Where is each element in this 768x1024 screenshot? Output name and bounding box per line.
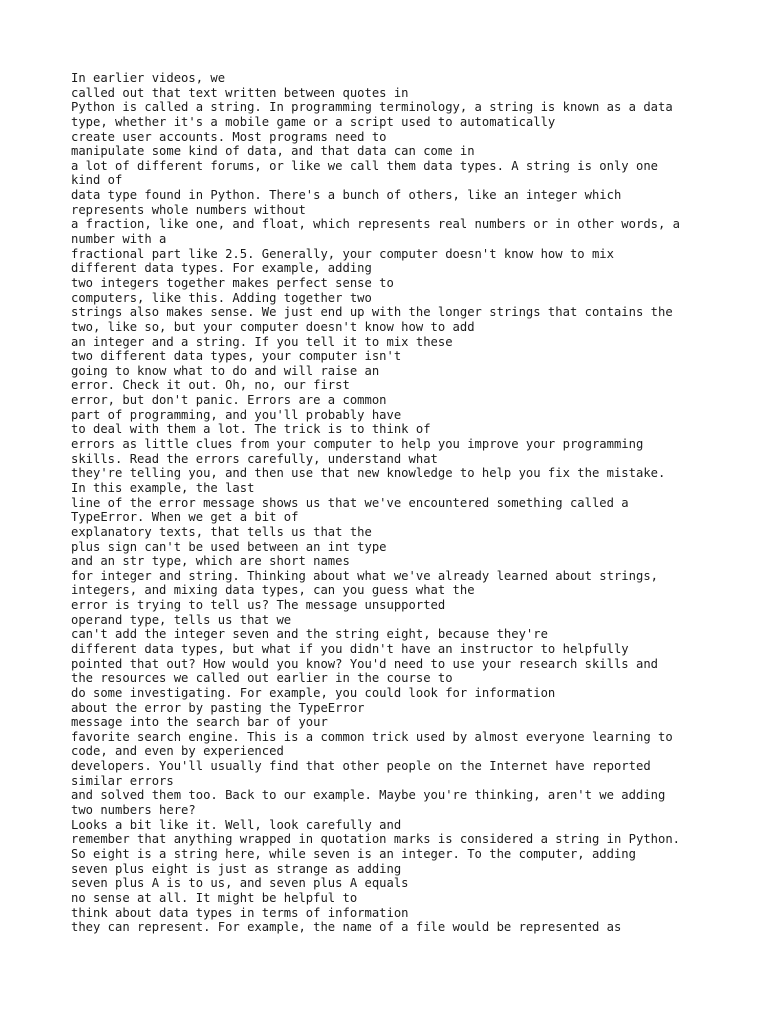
text-line: error, but don't panic. Errors are a common [71,393,387,408]
text-line: they can represent. For example, the name of a file would be represented as [71,920,622,935]
text-line: and an str type, which are short names [71,554,350,569]
text-line: two integers together makes perfect sense to [71,275,394,290]
text-line: to deal with them a lot. The trick is to think of [71,422,431,437]
text-line: kind of [71,173,123,188]
text-line: part of programming, and you'll probably have [71,407,402,422]
text-line: two, like so, but your computer doesn't know how to add [71,319,475,334]
text-line: different data types. For example, adding [71,261,372,276]
text-line: seven plus eight is just as strange as adding [71,861,402,876]
text-line: an integer and a string. If you tell it to mix these [71,334,453,349]
text-line: seven plus A is to us, and seven plus A equals [71,876,409,891]
text-line: for integer and string. Thinking about what we've already learned about strings, [71,568,658,583]
text-line: favorite search engine. This is a common trick used by almost everyone learning to [71,729,673,744]
text-line: a lot of different forums, or like we call them data types. A string is only one [71,158,658,173]
text-line: error. Check it out. Oh, no, our first [71,378,350,393]
text-line: no sense at all. It might be helpful to [71,890,358,905]
text-line: two numbers here? [71,803,196,818]
document-body [71,71,761,935]
text-line: number with a [71,232,167,247]
text-line: two different data types, your computer isn't [71,349,402,364]
text-line: So eight is a string here, while seven is an integer. To the computer, adding [71,846,636,861]
text-line: about the error by pasting the TypeError [71,700,365,715]
text-line: fractional part like 2.5. Generally, your computer doesn't know how to mix [71,246,614,261]
text-line: a fraction, like one, and float, which represents real numbers or in other words, a [71,217,681,232]
text-line: different data types, but what if you didn't have an instructor to helpfully [71,641,629,656]
text-line: remember that anything wrapped in quotation marks is considered a string in Python. [71,832,681,847]
text-line: called out that text written between quotes in [71,85,409,100]
text-line: do some investigating. For example, you could look for information [71,685,556,700]
text-line: and solved them too. Back to our example. Maybe you're thinking, aren't we adding [71,788,666,803]
text-line: manipulate some kind of data, and that data can come in [71,144,475,159]
text-line: Looks a bit like it. Well, look carefully and [71,817,402,832]
text-line: TypeError. When we get a bit of [71,510,299,525]
text-line: type, whether it's a mobile game or a script used to automatically [71,114,556,129]
text-line: errors as little clues from your computer to help you improve your programming [71,437,644,452]
text-line: line of the error message shows us that we've encountered something called a [71,495,629,510]
text-line: code, and even by experienced [71,744,284,759]
text-line: skills. Read the errors carefully, understand what [71,451,438,466]
text-line: can't add the integer seven and the string eight, because they're [71,627,548,642]
text-line: In this example, the last [71,480,255,495]
text-line: going to know what to do and will raise an [71,363,380,378]
text-line: represents whole numbers without [71,202,306,217]
text-line: explanatory texts, that tells us that the [71,524,372,539]
text-line: In earlier videos, we [71,71,226,85]
text-line: they're telling you, and then use that new knowledge to help you fix the mistake. [71,466,666,481]
text-line: strings also makes sense. We just end up with the longer strings that contains the [71,305,673,320]
text-line: the resources we called out earlier in the course to [71,671,453,686]
text-line: data type found in Python. There's a bunch of others, like an integer which [71,188,622,203]
text-line: pointed that out? How would you know? You'd need to use your research skills and [71,656,658,671]
text-line: similar errors [71,773,174,788]
text-line: message into the search bar of your [71,715,328,730]
text-line: create user accounts. Most programs need to [71,129,387,144]
text-line: error is trying to tell us? The message unsupported [71,598,446,613]
text-line: integers, and mixing data types, can you guess what the [71,583,475,598]
text-line: operand type, tells us that we [71,612,292,627]
text-line: developers. You'll usually find that other people on the Internet have reported [71,759,651,774]
text-line: plus sign can't be used between an int type [71,539,387,554]
text-line: Python is called a string. In programming terminology, a string is known as a data [71,100,673,115]
text-line: computers, like this. Adding together two [71,290,372,305]
text-line: think about data types in terms of information [71,905,409,920]
